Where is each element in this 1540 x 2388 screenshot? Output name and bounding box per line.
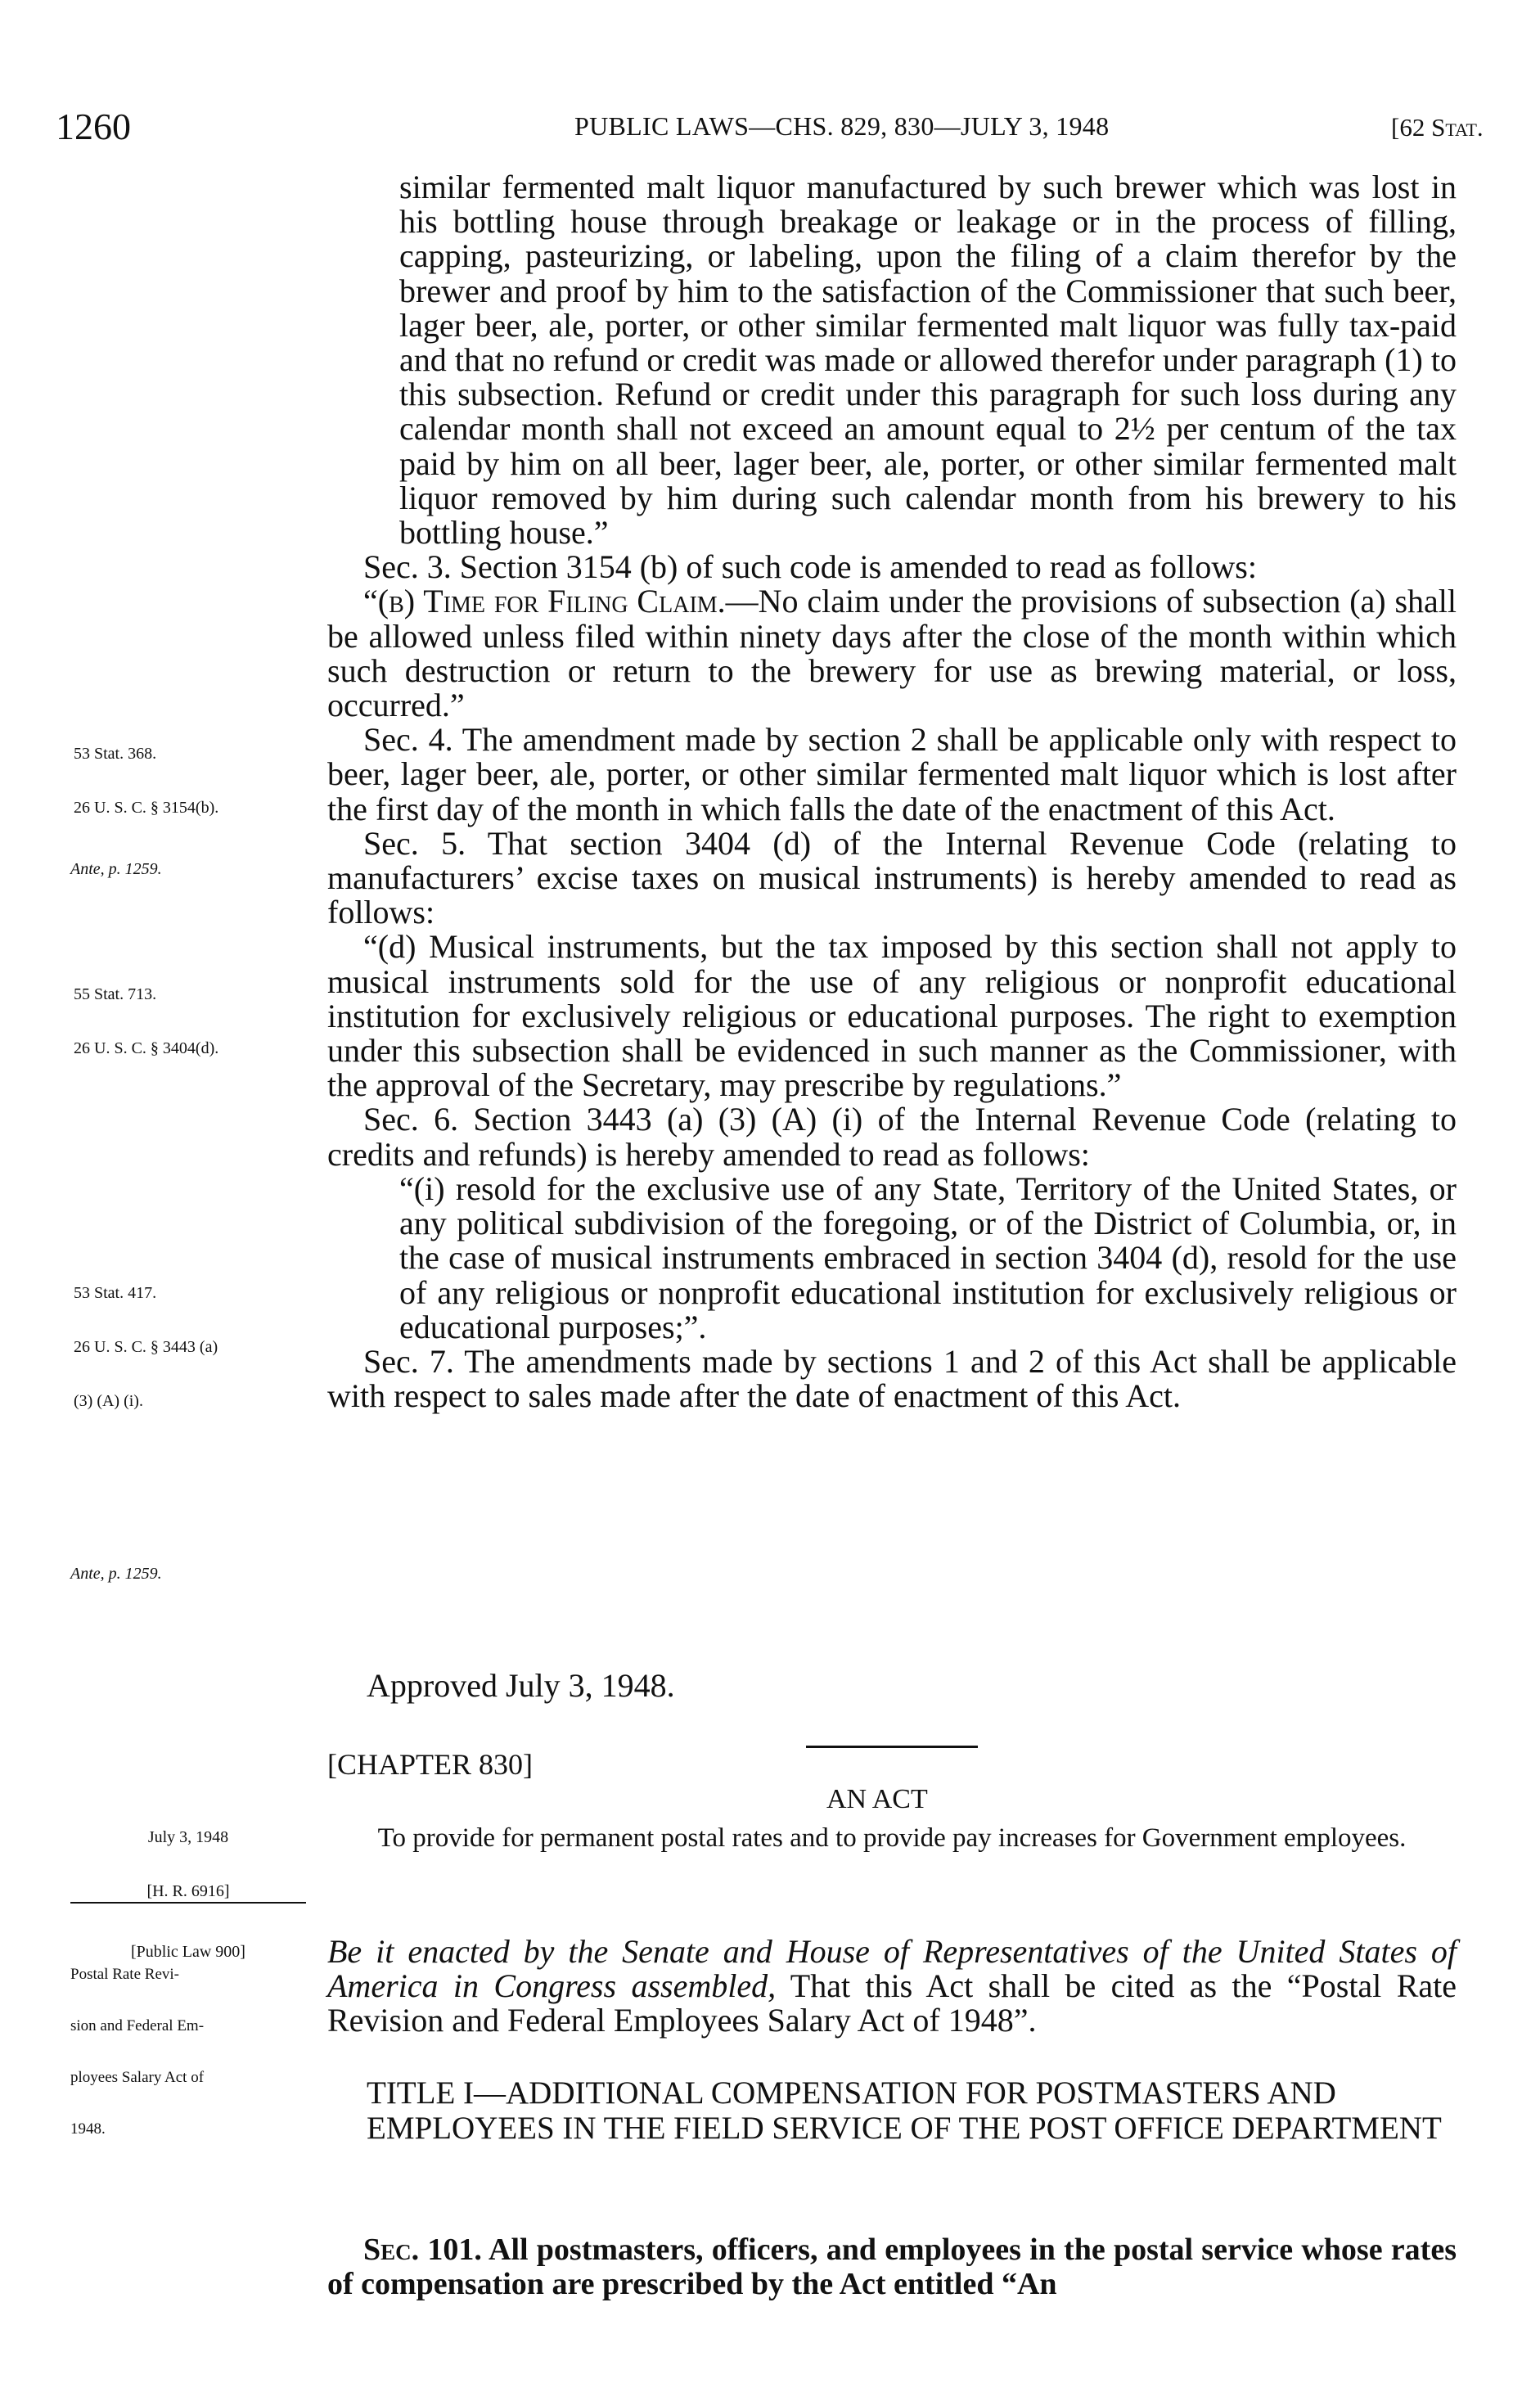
- an-act-heading: AN ACT: [826, 1784, 928, 1814]
- title-heading: TITLE I—ADDITIONAL COMPENSATION FOR POSTMASTERS AND EMPLOYEES IN THE FIELD SERVICE OF THE POST OFFICE DEPARTMENT: [367, 2075, 1442, 2146]
- approval-date: Approved July 3, 1948.: [367, 1667, 675, 1704]
- margin-note-line: [Public Law 900]: [131, 1943, 245, 1961]
- section-6: Sec. 6. Section 3443 (a) (3) (A) (i) of the Internal Revenue Code (relating to credits and refunds) is hereby amended to read as follows:: [327, 1101, 1457, 1173]
- margin-note-line: (3) (A) (i).: [74, 1392, 143, 1410]
- margin-note-line: July 3, 1948: [147, 1828, 229, 1846]
- margin-note-53-stat-417: [74, 1248, 218, 1446]
- page-number: 1260: [56, 106, 131, 147]
- paragraph-continuation: similar fermented malt liquor manufactured by such brewer which was lost in his bottling house through breakage or leakage or in the process of filling, capping, pasteurizing, or labeling, upon the filing of a claim therefor by the brewer and proof by him to the satisfaction of the Commissioner that such beer, lager beer, ale, porter, or other similar fermented malt liquor was fully tax-paid and that no refund or credit was made or allowed therefor under paragraph (1) to this subsection. Refund or credit under this paragraph for such loss during any calendar month shall not exceed an amount equal to 2½ per centum of the tax paid by him on all beer, lager beer, ale, porter, or other similar fermented malt liquor removed by him during such calendar month from his brewery to his bottling house.”: [399, 169, 1457, 552]
- section-3-quote-text: —No claim under the provisions of subsection (a) shall be allowed unless filed within ninety days after the close of the month within which such destruction or return to the brewery for use as brewing material, or loss, occurred.”: [327, 583, 1457, 724]
- margin-note-line: 55 Stat. 713.: [74, 985, 157, 1003]
- running-head: PUBLIC LAWS—CHS. 829, 830—JULY 3, 1948: [574, 111, 1110, 141]
- margin-note-line: sion and Federal Em-: [70, 2017, 205, 2034]
- section-101-text: All postmasters, officers, and employees in the postal service whose rates of compensation are prescribed by the Act entitled “An: [327, 2233, 1457, 2301]
- margin-note-line: 1948.: [70, 2120, 106, 2138]
- section-5-quote: “(d) Musical instruments, but the tax imposed by this section shall not apply to musical instruments sold for the use of any religious or nonprofit educational institution for exclusively religious or educational purposes. The right to exemption under this subsection shall be evidenced in such manner as the Commissioner, with the approval of the Secretary, may prescribe by regulations.”: [327, 928, 1457, 1104]
- margin-note-line: 53 Stat. 368.: [74, 745, 157, 763]
- margin-note-short-title: [70, 1931, 204, 2172]
- margin-note-line: Ante, p. 1259.: [70, 1565, 162, 1583]
- chapter-heading: [CHAPTER 830]: [327, 1748, 533, 1781]
- margin-notes: [0, 0, 319, 2388]
- margin-note-line: 26 U. S. C. § 3154(b).: [74, 799, 219, 817]
- chapter-divider: [806, 1746, 978, 1748]
- margin-note-line: 26 U. S. C. § 3404(d).: [74, 1039, 219, 1057]
- margin-note-line: [H. R. 6916]: [70, 1882, 306, 1904]
- section-101-label: Sec. 101.: [363, 2233, 482, 2267]
- section-3-quote: [327, 584, 1457, 723]
- enacting-clause-italic: Be it enacted by the Senate and House of Representatives of the United States of America in Congress assembled,: [327, 1933, 1457, 2004]
- section-7: Sec. 7. The amendments made by sections 1 and 2 of this Act shall be applicable with respect to sales made after the date of enactment of this Act.: [327, 1342, 1457, 1415]
- section-4: Sec. 4. The amendment made by section 2 shall be applicable only with respect to beer, lager beer, ale, porter, or other similar fermented malt liquor which is lost after the first day of the month in which falls the date of the enactment of this Act.: [327, 721, 1457, 827]
- margin-note-line: Postal Rate Revi-: [70, 1966, 179, 1983]
- margin-note-line: ployees Salary Act of: [70, 2069, 205, 2086]
- margin-note-ante-1: [70, 824, 162, 914]
- section-3: Sec. 3. Section 3154 (b) of such code is amended to read as follows:: [363, 548, 1257, 586]
- section-101: [327, 2233, 1457, 2301]
- section-6-quote: “(i) resold for the exclusive use of any State, Territory of the United States, or any political subdivision of the foregoing, or of the District of Columbia, or, in the case of musical instruments embraced in section 3404 (d), resold for the use of any religious or nonprofit educational institution for exclusively religious or educational purposes;”.: [399, 1169, 1457, 1345]
- act-purpose: To provide for permanent postal rates and to provide pay increases for Government employees.: [377, 1823, 1407, 1853]
- section-5: Sec. 5. That section 3404 (d) of the Internal Revenue Code (relating to manufacturers’ excise taxes on musical instruments) is hereby amended to read as follows:: [327, 824, 1457, 931]
- margin-note-line: Ante, p. 1259.: [70, 860, 162, 878]
- body-text: [327, 170, 1457, 1413]
- margin-note-line: 53 Stat. 417.: [74, 1284, 157, 1302]
- enacting-clause-text: That this Act shall be cited as the “Postal Rate Revision and Federal Employees Salary Act of 1948”.: [327, 1967, 1457, 2039]
- enacting-clause: [327, 1935, 1457, 2038]
- section-3-quote-label: “(b) Time for Filing Claim.: [363, 583, 726, 620]
- margin-note-ante-2: [70, 1529, 162, 1619]
- statute-reference: [62 Stat.: [1391, 113, 1484, 142]
- margin-note-line: 26 U. S. C. § 3443 (a): [74, 1338, 218, 1356]
- margin-note-55-stat-713: [74, 949, 218, 1093]
